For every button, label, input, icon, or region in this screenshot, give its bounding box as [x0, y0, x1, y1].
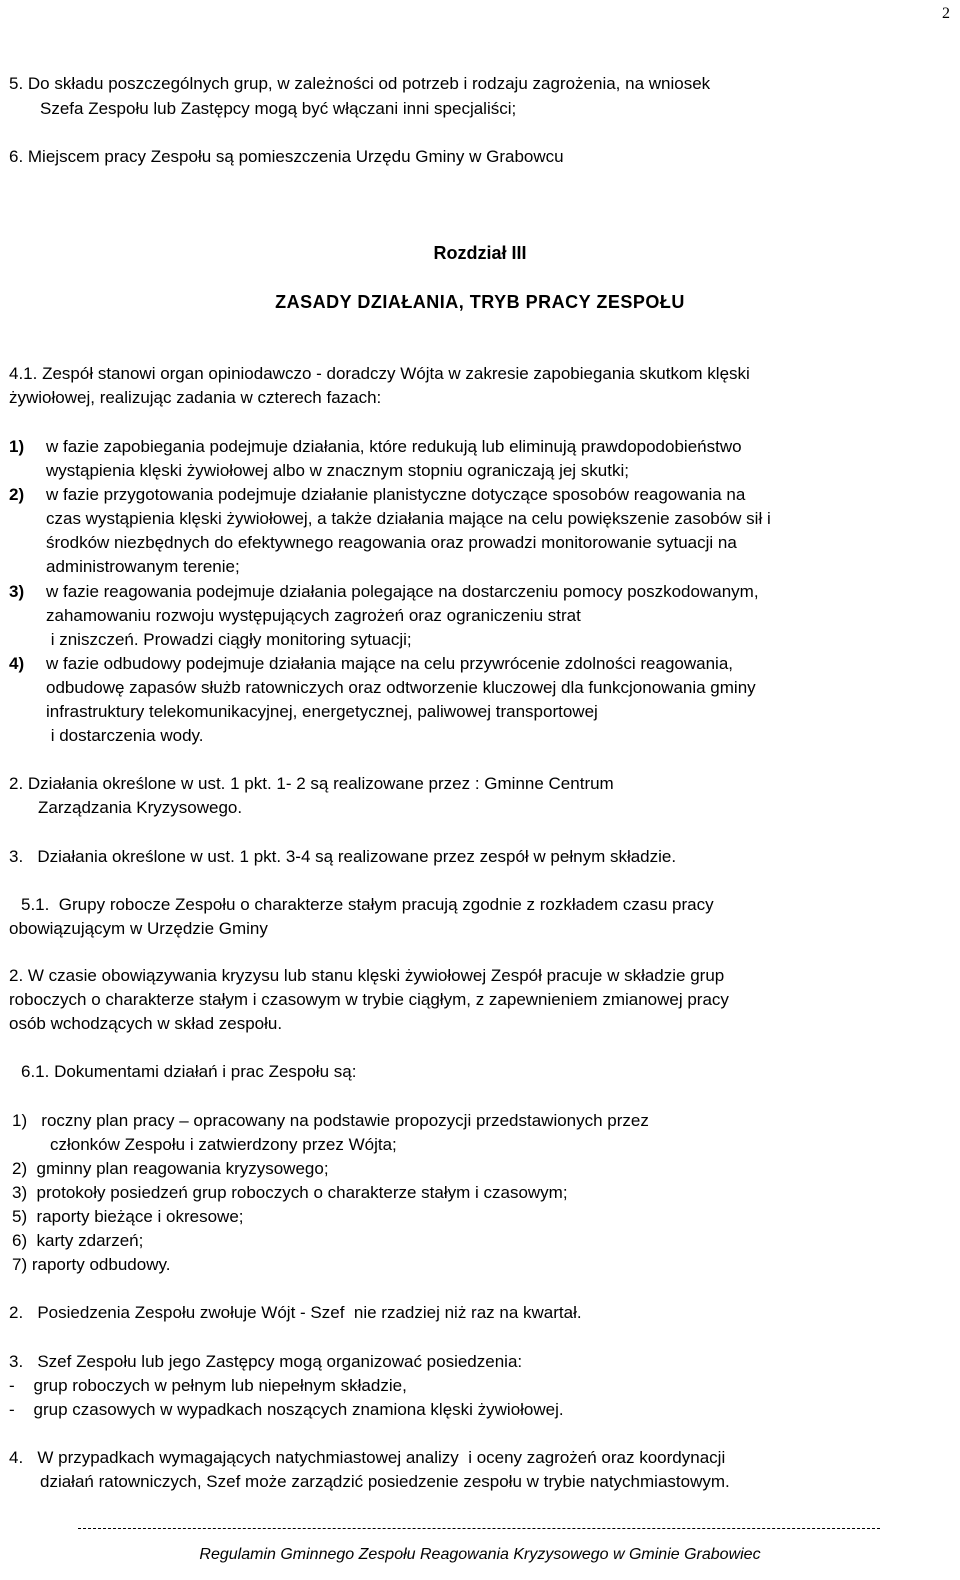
phase-line: i zniszczeń. Prowadzi ciągły monitoring sytuacji;: [46, 630, 412, 649]
phase-item-recovery: [46, 652, 756, 748]
section-6-3-bullet: - grup roboczych w pełnym lub niepełnym składzie,: [9, 1376, 407, 1395]
phase-line: odbudowę zapasów służb ratowniczych oraz odtworzenie kluczowej dla funkcjonowania gminy: [46, 678, 756, 697]
phase-line: w fazie zapobiegania podejmuje działania, które redukują lub eliminują prawdopodobieństwo: [46, 437, 742, 456]
document-item: 1) roczny plan pracy – opracowany na podstawie propozycji przedstawionych przez: [12, 1111, 649, 1130]
document-item: 2) gminny plan reagowania kryzysowego;: [12, 1159, 329, 1178]
section-5-2-line-3: osób wchodzących w skład zespołu.: [9, 1014, 283, 1033]
phase-line: wystąpienia klęski żywiołowej albo w znacznym stopniu ograniczają jej skutki;: [46, 461, 629, 480]
section-4-1-line-2: żywiołowej, realizując zadania w czterech fazach:: [9, 388, 382, 407]
phase-line: administrowanym terenie;: [46, 557, 240, 576]
section-4-1-line-1: 4.1. Zespół stanowi organ opiniodawczo - doradczy Wójta w zakresie zapobiegania skutkom klęski: [9, 364, 750, 383]
footer-text: Regulamin Gminnego Zespołu Reagowania Kryzysowego w Gminie Grabowiec: [199, 1546, 761, 1563]
chapter-subtitle: ZASADY DZIAŁANIA, TRYB PRACY ZESPOŁU: [275, 292, 685, 312]
document-item: 6) karty zdarzeń;: [12, 1231, 144, 1250]
para-6: 6. Miejscem pracy Zespołu są pomieszczenia Urzędu Gminy w Grabowcu: [9, 147, 564, 166]
section-5-2-line-2: roboczych o charakterze stałym i czasowym w trybie ciągłym, z zapewnieniem zmianowej pracy: [9, 990, 729, 1009]
section-6-1: 6.1. Dokumentami działań i prac Zespołu są:: [21, 1062, 357, 1081]
phase-line: czas wystąpienia klęski żywiołowej, a także działania mające na celu powiększenie zasobów sił i: [46, 509, 771, 528]
phase-item-prevention: [46, 435, 742, 483]
section-4-2-line-1: 2. Działania określone w ust. 1 pkt. 1- 2 są realizowane przez : Gminne Centrum: [9, 774, 614, 793]
section-4-2-line-2: Zarządzania Kryzysowego.: [38, 798, 243, 817]
document-item: 5) raporty bieżące i okresowe;: [12, 1207, 244, 1226]
phase-line: zahamowaniu rozwoju występujących zagrożeń oraz ograniczeniu strat: [46, 606, 581, 625]
para-5-line-2: Szefa Zespołu lub Zastępcy mogą być włączani inni specjaliści;: [40, 99, 517, 118]
section-5-1-line-1: 5.1. Grupy robocze Zespołu o charakterze stałym pracują zgodnie z rozkładem czasu pracy: [21, 895, 714, 914]
document-item: 3) protokoły posiedzeń grup roboczych o charakterze stałym i czasowym;: [12, 1183, 568, 1202]
phase-line: infrastruktury telekomunikacyjnej, energetycznej, paliwowej transportowej: [46, 702, 598, 721]
section-6-4-line-2: działań ratowniczych, Szef może zarządzić posiedzenie zespołu w trybie natychmiastowym.: [40, 1472, 730, 1491]
phase-line: środków niezbędnych do efektywnego reagowania oraz prowadzi monitorowanie sytuacji na: [46, 533, 737, 552]
page-number: 2: [942, 5, 950, 22]
document-item: 7) raporty odbudowy.: [12, 1255, 171, 1274]
phase-line: w fazie przygotowania podejmuje działanie planistyczne dotyczące sposobów reagowania na: [46, 485, 746, 504]
para-5-line-1: 5. Do składu poszczególnych grup, w zależności od potrzeb i rodzaju zagrożenia, na wniosek: [9, 74, 711, 93]
phase-line: i dostarczenia wody.: [46, 726, 204, 745]
phase-number: 4): [9, 654, 25, 673]
phase-item-preparation: [46, 483, 771, 579]
section-6-4-line-1: 4. W przypadkach wymagających natychmiastowej analizy i oceny zagrożeń oraz koordynacji: [9, 1448, 726, 1467]
section-5-1-line-2: obowiązującym w Urzędzie Gminy: [9, 919, 268, 938]
phase-number: 1): [9, 437, 25, 456]
phase-item-response: [46, 580, 759, 652]
phase-line: w fazie odbudowy podejmuje działania mające na celu przywrócenie zdolności reagowania,: [46, 654, 734, 673]
phase-line: w fazie reagowania podejmuje działania polegające na dostarczeniu pomocy poszkodowanym,: [46, 582, 759, 601]
section-5-2-line-1: 2. W czasie obowiązywania kryzysu lub stanu klęski żywiołowej Zespół pracuje w składzie grup: [9, 966, 725, 985]
section-6-2: 2. Posiedzenia Zespołu zwołuje Wójt - Szef nie rzadziej niż raz na kwartał.: [9, 1303, 582, 1322]
chapter-title: Rozdział III: [433, 243, 527, 263]
section-6-3: 3. Szef Zespołu lub jego Zastępcy mogą organizować posiedzenia:: [9, 1352, 523, 1371]
phase-number: 3): [9, 582, 25, 601]
footer-divider: [78, 1528, 880, 1529]
document-item-continued: członków Zespołu i zatwierdzony przez Wójta;: [50, 1135, 397, 1154]
section-4-3: 3. Działania określone w ust. 1 pkt. 3-4 są realizowane przez zespół w pełnym składzie.: [9, 847, 677, 866]
phase-number: 2): [9, 485, 25, 504]
section-6-3-bullet: - grup czasowych w wypadkach noszących znamiona klęski żywiołowej.: [9, 1400, 564, 1419]
